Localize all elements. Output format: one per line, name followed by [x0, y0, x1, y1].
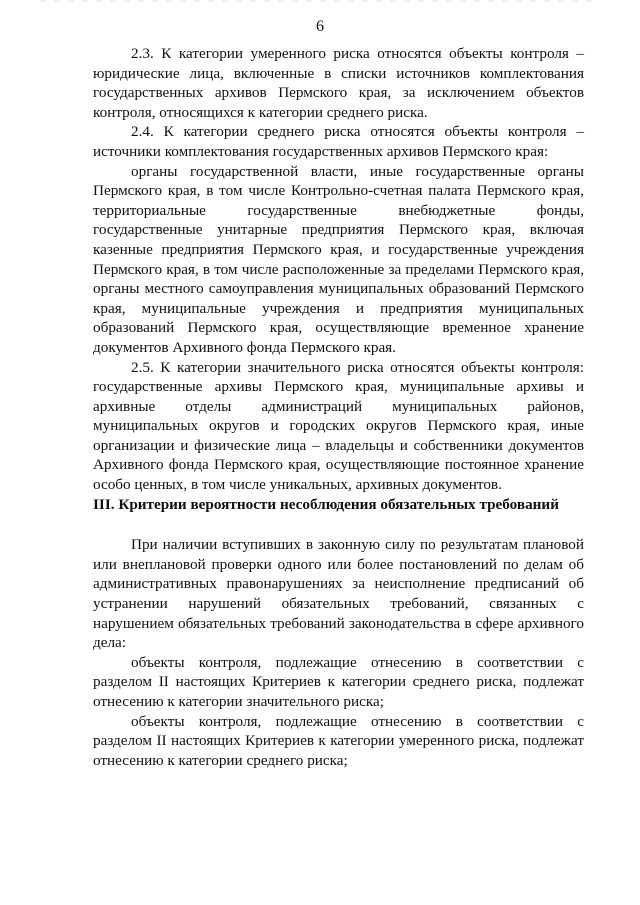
paragraph-3-intro: При наличии вступивших в законную силу по результатам плановой или внеплановой проверки одного или более постановлений по делам об административных правонарушениях за неисполнение предписаний об устранении нарушений обязательных требований, связанных с нарушением обязательных требований законодательства в сфере архивного дела:	[93, 536, 584, 652]
paragraph-3-a: объекты контроля, подлежащие отнесению в соответствии с разделом II настоящих Критериев к категории среднего риска, подлежат отнесению к категории значительного риска;	[93, 653, 584, 710]
paragraph-3-b: объекты контроля, подлежащие отнесению в соответствии с разделом II настоящих Критериев к категории умеренного риска, подлежат отнесению к категории среднего риска;	[93, 712, 584, 769]
paragraph-2-4: 2.4. К категории среднего риска относятся объекты контроля – источники комплектования государственных архивов Пермского края:	[93, 123, 584, 160]
paragraph-2-5: 2.5. К категории значительного риска относятся объекты контроля: государственные архивы Пермского края, муниципальные архивы и архивные отделы администраций муниципальных районов, муниципальных округов и городских округов Пермского края, иные организации и физические лица – владельцы и собственники документов Архивного фонда Пермского края, осуществляющие постоянное хранение особо ценных, в том числе уникальных, архивных документов.	[93, 358, 584, 494]
page-number: 6	[316, 18, 324, 35]
document-body	[93, 44, 584, 770]
paragraph-2-4-list: органы государственной власти, иные государственные органы Пермского края, в том числе Контрольно-счетная палата Пермского края, территориальные государственные внебюджетные фонды, государственные унитарные предприятия Пермского края, включая казенные предприятия Пермского края, и государственные учреждения Пермского края, в том числе расположенные за пределами Пермского края, органы местного самоуправления муниципальных образований Пермского края, муниципальные учреждения и предприятия муниципальных образований Пермского края, осуществляющие временное хранение документов Архивного фонда Пермского края.	[93, 162, 584, 356]
scan-edge-mark	[40, 0, 600, 2]
paragraph-2-3: 2.3. К категории умеренного риска относятся объекты контроля – юридические лица, включенные в списки источников комплектования государственных архивов Пермского края, за исключением объектов контроля, относящихся к категории среднего риска.	[93, 45, 584, 121]
section-3-heading: III. Критерии вероятности несоблюдения обязательных требований	[93, 495, 559, 513]
